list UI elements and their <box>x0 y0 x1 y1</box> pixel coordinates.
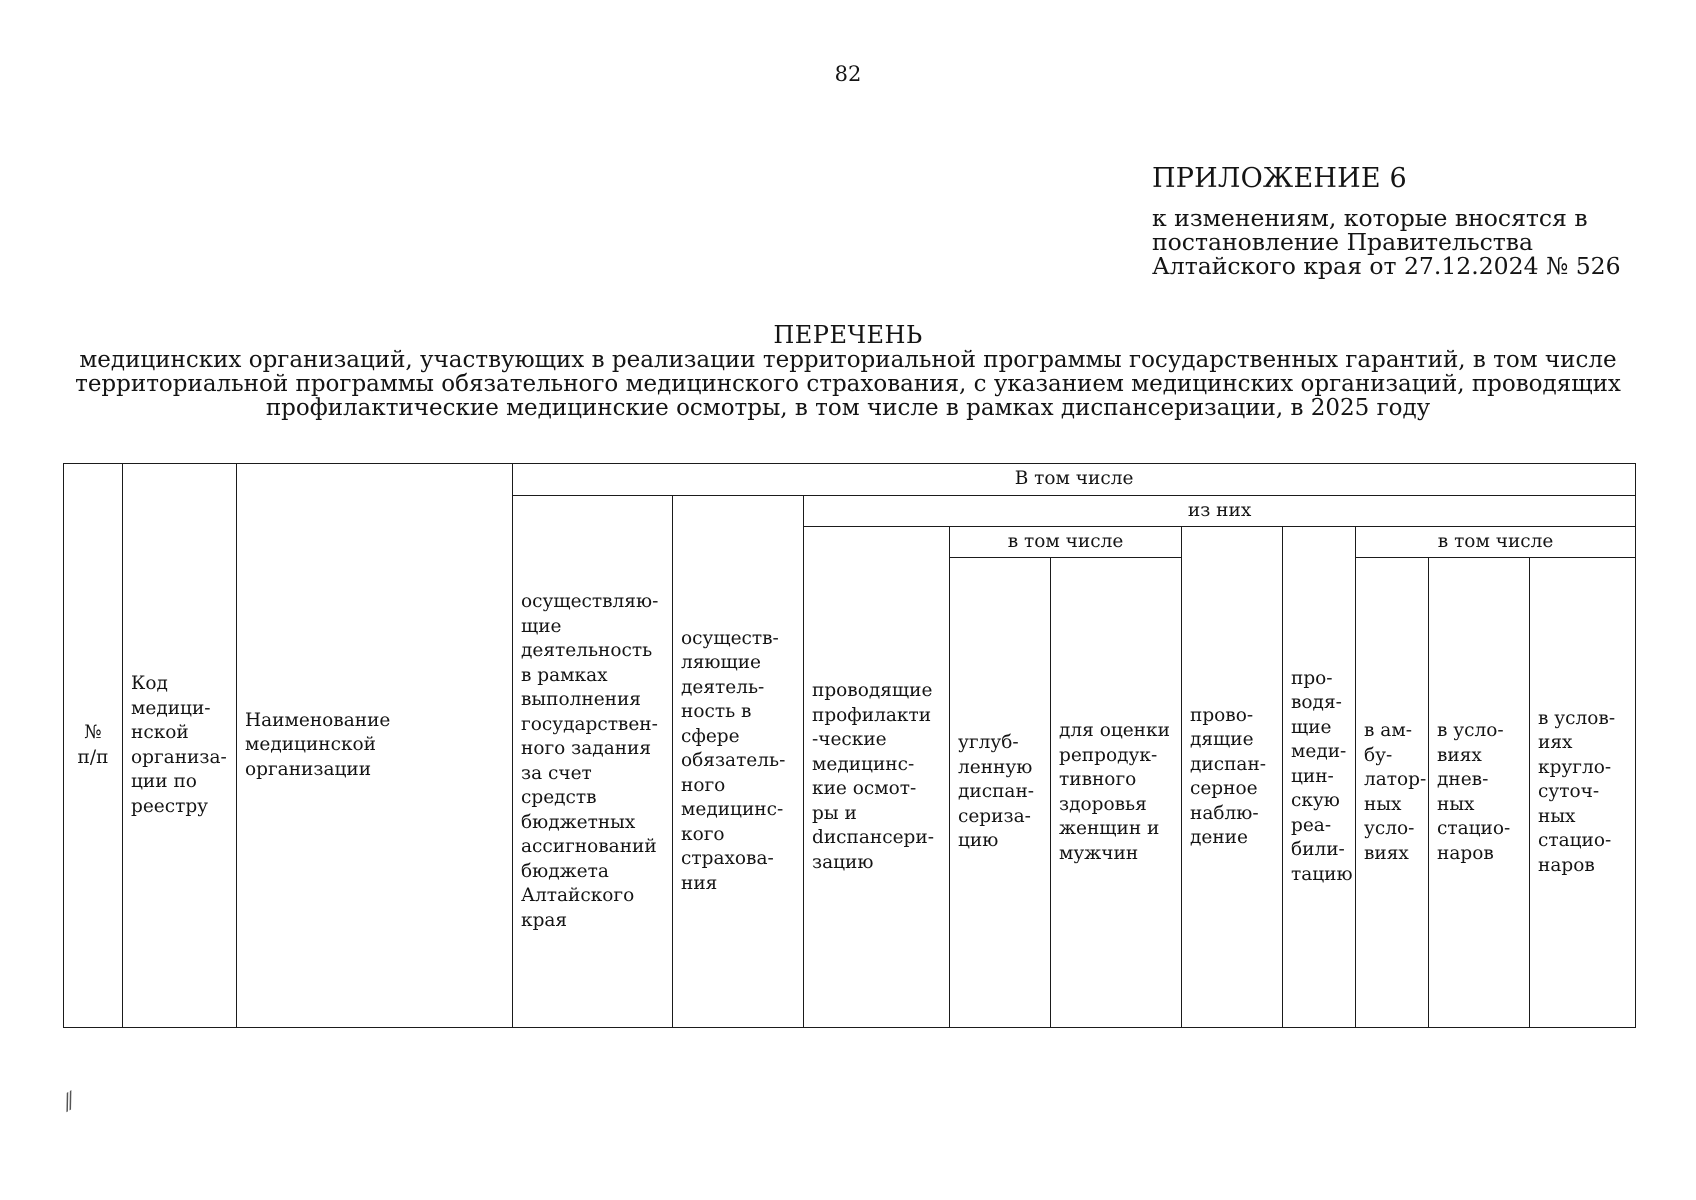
document-title: ПЕРЕЧЕНЬ <box>773 321 923 349</box>
document-subtitle-line: медицинских организаций, участвующих в реализации территориальной программы государственных гарантий, в том числе <box>79 347 1617 373</box>
document-heading <box>0 322 1696 420</box>
appendix-line: Алтайского края от 27.12.2024 № 526 <box>1152 252 1621 280</box>
header-number: № п/п <box>64 464 123 1028</box>
header-organization-name: Наименование медицинской организации <box>237 464 513 1028</box>
organizations-table <box>63 463 1636 1028</box>
appendix-line: к изменениям, которые вносятся в <box>1152 204 1588 232</box>
header-rehabilitation: про- водя- щие меди- цин- скую реа- били- тацию <box>1283 527 1356 1028</box>
header-sub-including-rehab: в том числе <box>1356 527 1636 558</box>
appendix-title: ПРИЛОЖЕНИЕ 6 <box>1152 163 1407 194</box>
header-sub-including-checkups: в том числе <box>950 527 1182 558</box>
header-oms: осуществ- ляющие деятель- ность в сфере обязатель- ного медицинс- кого страхова- ния <box>673 496 804 1028</box>
header-round-clock-hospital: в услов- иях кругло- суточ- ных стацио- наров <box>1530 558 1636 1028</box>
header-reproductive-health: для оценки репродук- тивного здоровья женщин и мужчин <box>1051 558 1182 1028</box>
header-including: В том числе <box>513 464 1636 496</box>
header-outpatient: в ам- бу- латор- ных усло- виях <box>1356 558 1429 1028</box>
header-preventive-checkups: проводящие профилакти -ческие медицинс- кие осмот- ры и dиспансери- зацию <box>804 527 950 1028</box>
header-state-task: осуществляю- щие деятельность в рамках выполнения государствен- ного задания за счет средств бюджетных ассигнований бюджета Алтайского края <box>513 496 673 1028</box>
appendix-block <box>1152 162 1672 278</box>
scan-mark: ⁄⁄ <box>60 1089 80 1116</box>
appendix-line: постановление Правительства <box>1152 228 1534 256</box>
header-day-hospital: в усло- виях днев- ных стацио- наров <box>1429 558 1530 1028</box>
header-registry-code: Код медици- нской организа- ции по реестру <box>123 464 237 1028</box>
page-number: 82 <box>834 62 862 86</box>
header-of-them: из них <box>804 496 1636 527</box>
header-in-depth-dispensarization: углуб- ленную диспан- сериза- цию <box>950 558 1051 1028</box>
document-subtitle-line: профилактические медицинские осмотры, в том числе в рамках диспансеризации, в 2025 году <box>265 395 1431 421</box>
document-subtitle-line: территориальной программы обязательного медицинского страхования, с указанием медицинских организаций, проводящих <box>75 371 1621 397</box>
header-dispensary-observation: прово- дящие диспан- серное наблю- дение <box>1182 527 1283 1028</box>
